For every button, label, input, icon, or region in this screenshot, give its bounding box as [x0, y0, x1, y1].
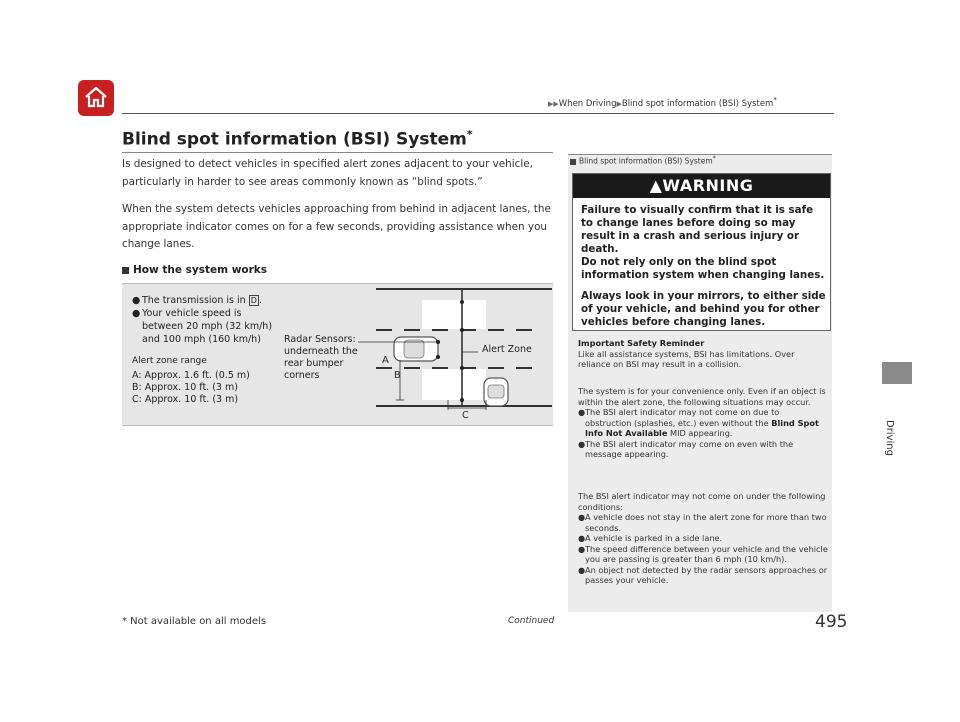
list-item: ● The speed difference between your vehicle and the vehicle you are passing is greater than 6 mph (10 km/h). [578, 543, 828, 564]
page-number: 495 [815, 612, 848, 632]
note-header-text: Blind spot information (BSI) System [579, 156, 713, 166]
warning-header [573, 174, 830, 198]
home-icon [83, 84, 109, 110]
footnote: * Not available on all models [122, 616, 267, 627]
safety-reminder [578, 338, 828, 370]
breadcrumb-item[interactable]: When Driving [558, 98, 617, 109]
note-marker-icon [570, 159, 576, 165]
conditions-text: The BSI alert indicator may not come on under the following conditions: [578, 491, 826, 512]
warning-text [581, 204, 826, 329]
safety-title: Important Safety Reminder [578, 338, 705, 348]
convenience-note [578, 386, 828, 460]
intro-paragraph-1: Is designed to detect vehicles in specified alert zones adjacent to your vehicle, particularly in harder to see areas commonly known as “blind spots.” [122, 158, 533, 188]
warning-paragraph-1: Failure to visually confirm that it is safe to change lanes before doing so may result in a crash and serious injury or death. [581, 204, 814, 255]
title-rule [122, 152, 553, 153]
section-heading-text: How the system works [133, 264, 268, 276]
condition-1: The transmission is in [142, 295, 246, 306]
intro-paragraph-2: When the system detects vehicles approaching from behind in adjacent lanes, the appropriate indicator comes on for a few seconds, providing assistance when you change lanes. [122, 203, 551, 250]
safety-text: Like all assistance systems, BSI has limitations. Over reliance on BSI may result in a collision. [578, 348, 795, 369]
note-header-star: * [712, 155, 716, 162]
dimension-a-label: A [382, 355, 389, 366]
warning-title: WARNING [662, 176, 754, 195]
title-text: Blind spot information (BSI) System [122, 129, 467, 150]
list-item: ● The BSI alert indicator may not come on due to obstruction (splashes, etc.) even without the Blind Spot Info Not Available MID appearing. [578, 407, 819, 438]
dimension-b-label: B [394, 370, 401, 381]
alert-zone-range-title: Alert zone range [132, 356, 207, 366]
condition-1-end: . [258, 295, 262, 306]
breadcrumb-item: Blind spot information (BSI) System [621, 98, 774, 109]
breadcrumb: ▶▶When Driving▶Blind spot information (BSI) System* [548, 95, 777, 109]
bullet-text-end: MID appearing. [670, 428, 733, 438]
radar-sensors-label: Radar Sensors: underneath the rear bumper corners [284, 334, 358, 381]
warning-paragraph-3: Always look in your mirrors, to either side of your vehicle, and behind you for other vehicles before changing lanes. [581, 290, 826, 328]
list-item: ● A vehicle does not stay in the alert zone for more than two seconds. [578, 512, 827, 533]
header-rule [122, 113, 834, 114]
note-header [568, 154, 832, 167]
list-item: ● A vehicle is parked in a side lane. [578, 533, 723, 543]
range-a: A: Approx. 1.6 ft. (0.5 m) [132, 370, 250, 381]
section-heading [122, 264, 267, 276]
range-b: B: Approx. 10 ft. (3 m) [132, 382, 238, 393]
section-tab [882, 362, 912, 384]
conditions-note [578, 491, 828, 586]
bullet-text: The BSI alert indicator may not come on due to obstruction (splashes, etc.) even without the [585, 407, 780, 428]
bullet-bold: Blind Spot Info Not Available [585, 417, 819, 438]
bullet-text: The speed difference between your vehicle and the vehicle you are passing is greater than 6 mph (10 km/h). [585, 543, 828, 564]
condition-list: ● The transmission is in D . ● Your vehicle speed is between 20 mph (32 km/h) and 100 mph (160 km/h) [132, 294, 282, 346]
bsi-diagram [122, 283, 553, 426]
bullet-text: An object not detected by the radar sensors approaches or passes your vehicle. [585, 564, 828, 585]
side-note-panel [568, 154, 832, 612]
section-label: Driving [884, 420, 895, 456]
home-button[interactable] [78, 80, 114, 116]
page-title [122, 128, 473, 150]
condition-2: Your vehicle speed is between 20 mph (32 km/h) and 100 mph (160 km/h) [142, 308, 273, 345]
continued-label: Continued [508, 616, 555, 626]
breadcrumb-star: * [773, 95, 777, 104]
alert-zone-label: Alert Zone [482, 344, 532, 355]
warning-icon: ▲ [649, 176, 663, 195]
bullet-text: The BSI alert indicator may come on even with the message appearing. [585, 438, 794, 459]
bullet-text: A vehicle is parked in a side lane. [585, 533, 723, 543]
bullet-text: A vehicle does not stay in the alert zone for more than two seconds. [585, 512, 827, 533]
gear-d-indicator: D [250, 296, 257, 305]
dimension-c-label: C [462, 410, 469, 421]
range-c: C: Approx. 10 ft. (3 m) [132, 394, 239, 405]
warning-paragraph-2: Do not rely only on the blind spot information system when changing lanes. [581, 256, 825, 281]
warning-box [572, 173, 831, 331]
title-star: * [466, 128, 473, 141]
list-item: ● The BSI alert indicator may come on even with the message appearing. [578, 439, 828, 460]
convenience-text: The system is for your convenience only. Even if an object is within the alert zone, the following situations may occur. [578, 386, 826, 407]
vehicle-icon [394, 337, 438, 361]
list-item: ● An object not detected by the radar sensors approaches or passes your vehicle. [578, 564, 828, 585]
